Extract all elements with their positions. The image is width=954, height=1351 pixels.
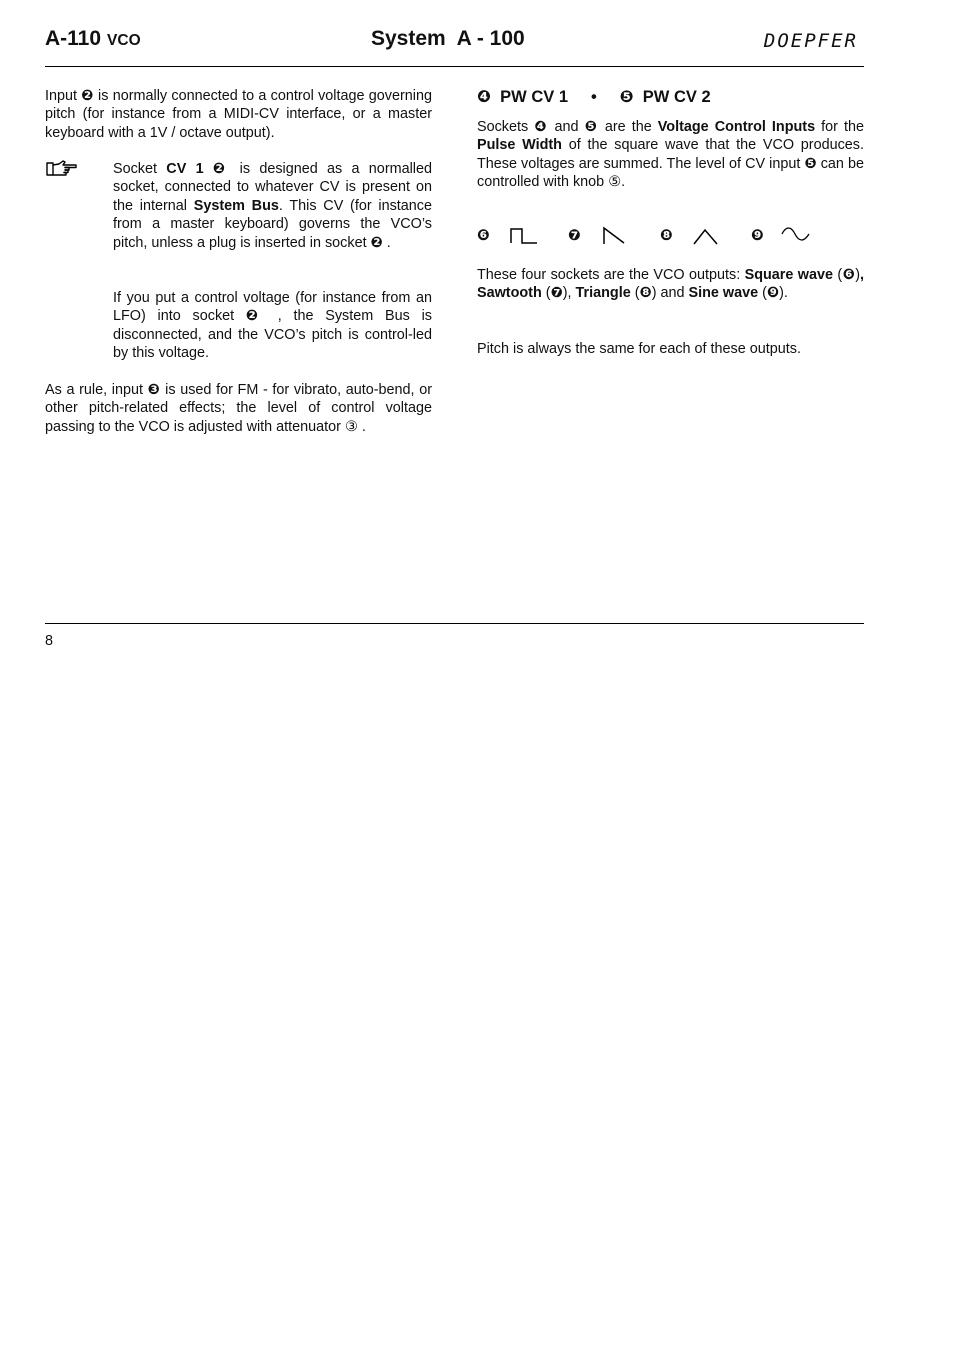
sawtooth-wave-icon xyxy=(596,225,630,247)
header-rule xyxy=(45,66,864,67)
circled-8: ❽ xyxy=(660,227,673,244)
circled-5-outline: ⑤ xyxy=(608,174,622,191)
module-subtitle: VCO xyxy=(107,32,141,49)
pitch-paragraph: Pitch is always the same for each of these outputs. xyxy=(477,341,801,357)
circled-6: ❻ xyxy=(477,227,490,244)
brand-logo: DOEPFER xyxy=(763,30,858,52)
circled-4: ❹ xyxy=(477,88,491,106)
circled-2: ❷ xyxy=(203,161,231,177)
left-paragraph-2: As a rule, input ❸ is used for FM - for vibrato, auto-bend, or other pitch-related effects; the level of control voltage passing to the VCO is adjusted with attenuator ③ . xyxy=(45,382,432,435)
outputs-paragraph: These four sockets are the VCO outputs: Square wave (❻), Sawtooth (❼), Triangle (❽) and Sine wave (❾). xyxy=(477,267,864,302)
circled-5: ❺ xyxy=(804,155,817,172)
circled-2: ❷ xyxy=(245,308,266,325)
page-header xyxy=(45,28,864,66)
note-paragraph-1: Socket CV 1 ❷ is designed as a normalled socket, connected to whatever CV is present on the internal System Bus. This CV (for instance from a master keyboard) governs the VCO’s pitch, unless a plug is inserted in socket ❷ . xyxy=(113,161,432,251)
circled-3: ❸ xyxy=(147,382,161,398)
square-wave-icon xyxy=(505,225,539,247)
pointing-hand-icon xyxy=(46,159,78,179)
circled-2: ❷ xyxy=(81,88,94,104)
pw-cv-heading: ❹ PW CV 1 • ❺ PW CV 2 xyxy=(477,88,711,106)
sine-wave-icon xyxy=(779,225,813,247)
circled-9: ❾ xyxy=(766,285,780,302)
bullet: • xyxy=(590,88,597,106)
triangle-wave-icon xyxy=(688,225,722,247)
circled-8: ❽ xyxy=(639,285,652,302)
circled-3-outline: ③ xyxy=(344,418,358,435)
circled-5: ❺ xyxy=(584,119,599,135)
circled-7: ❼ xyxy=(568,227,581,244)
page-number: 8 xyxy=(45,633,54,649)
circled-4: ❹ xyxy=(534,119,549,135)
circled-2: ❷ xyxy=(370,234,383,251)
circled-9: ❾ xyxy=(751,227,764,244)
system-title: System A - 100 xyxy=(371,27,525,50)
waveform-outputs-row xyxy=(477,224,864,248)
left-paragraph-1: Input ❷ is normally connected to a control voltage governing pitch (for instance from a MIDI-CV interface, or a master keyboard with a 1V / octave output). xyxy=(45,88,432,141)
circled-5: ❺ xyxy=(619,88,634,106)
note-paragraph-2: If you put a control voltage (for instance from an LFO) into socket ❷ , the System Bus is disconnected, and the VCO’s pitch is control-led by this voltage. xyxy=(113,290,432,362)
circled-6: ❻ xyxy=(842,267,856,283)
module-title xyxy=(45,27,141,50)
circled-7: ❼ xyxy=(550,285,563,302)
module-id: A-110 xyxy=(45,27,102,50)
pw-paragraph: Sockets ❹ and ❺ are the Voltage Control Inputs for the Pulse Width of the square wave that the VCO produces. These voltages are summed. The level of CV input ❺ can be controlled with knob ⑤. xyxy=(477,119,864,191)
footer-rule xyxy=(45,623,864,624)
